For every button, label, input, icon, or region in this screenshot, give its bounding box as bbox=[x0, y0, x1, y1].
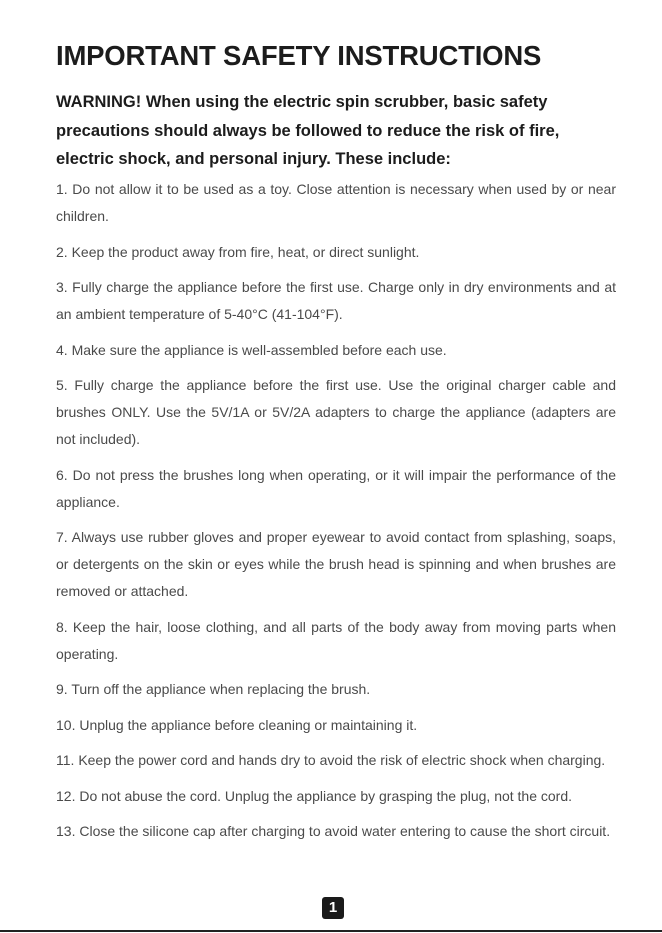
list-item: 11. Keep the power cord and hands dry to avoid the risk of electric shock when charging. bbox=[56, 752, 606, 768]
page-number-badge: 1 bbox=[322, 897, 344, 919]
list-item: 8. Keep the hair, loose clothing, and all parts of the body away from moving parts when operating. bbox=[56, 618, 616, 662]
list-item: 7. Always use rubber gloves and proper eyewear to avoid contact from splashing, soaps, or detergents on the skin or eyes while the brush head is spinning and when brushes are removed or attached. bbox=[56, 529, 616, 599]
list-item: 5. Fully charge the appliance before the first use. Use the original charger cable and brushes ONLY. Use the 5V/1A or 5V/2A adapters to charge the appliance (adapters are not included). bbox=[56, 377, 616, 447]
list-item: 3. Fully charge the appliance before the first use. Charge only in dry environments and at an ambient temperature of 5-40°C (41-104°F). bbox=[56, 279, 616, 322]
list-item: 9. Turn off the appliance when replacing the brush. bbox=[56, 681, 371, 697]
warning-paragraph: WARNING! When using the electric spin scrubber, basic safety precautions should always be followed to reduce the risk of fire, electric shock, and personal injury. These include: bbox=[56, 93, 560, 168]
list-item: 10. Unplug the appliance before cleaning or maintaining it. bbox=[56, 716, 418, 733]
page-title: IMPORTANT SAFETY INSTRUCTIONS bbox=[56, 40, 542, 71]
list-item: 12. Do not abuse the cord. Unplug the appliance by grasping the plug, not the cord. bbox=[56, 787, 573, 804]
safety-instructions-list bbox=[56, 176, 616, 854]
list-item: 6. Do not press the brushes long when operating, or it will impair the performance of the appliance. bbox=[56, 466, 616, 510]
list-item: 4. Make sure the appliance is well-assembled before each use. bbox=[56, 341, 447, 358]
list-item: 1. Do not allow it to be used as a toy. Close attention is necessary when used by or near children. bbox=[56, 181, 616, 224]
list-item: 13. Close the silicone cap after charging to avoid water entering to cause the short circuit. bbox=[56, 823, 611, 839]
bottom-divider bbox=[0, 930, 662, 932]
list-item: 2. Keep the product away from fire, heat, or direct sunlight. bbox=[56, 243, 420, 260]
